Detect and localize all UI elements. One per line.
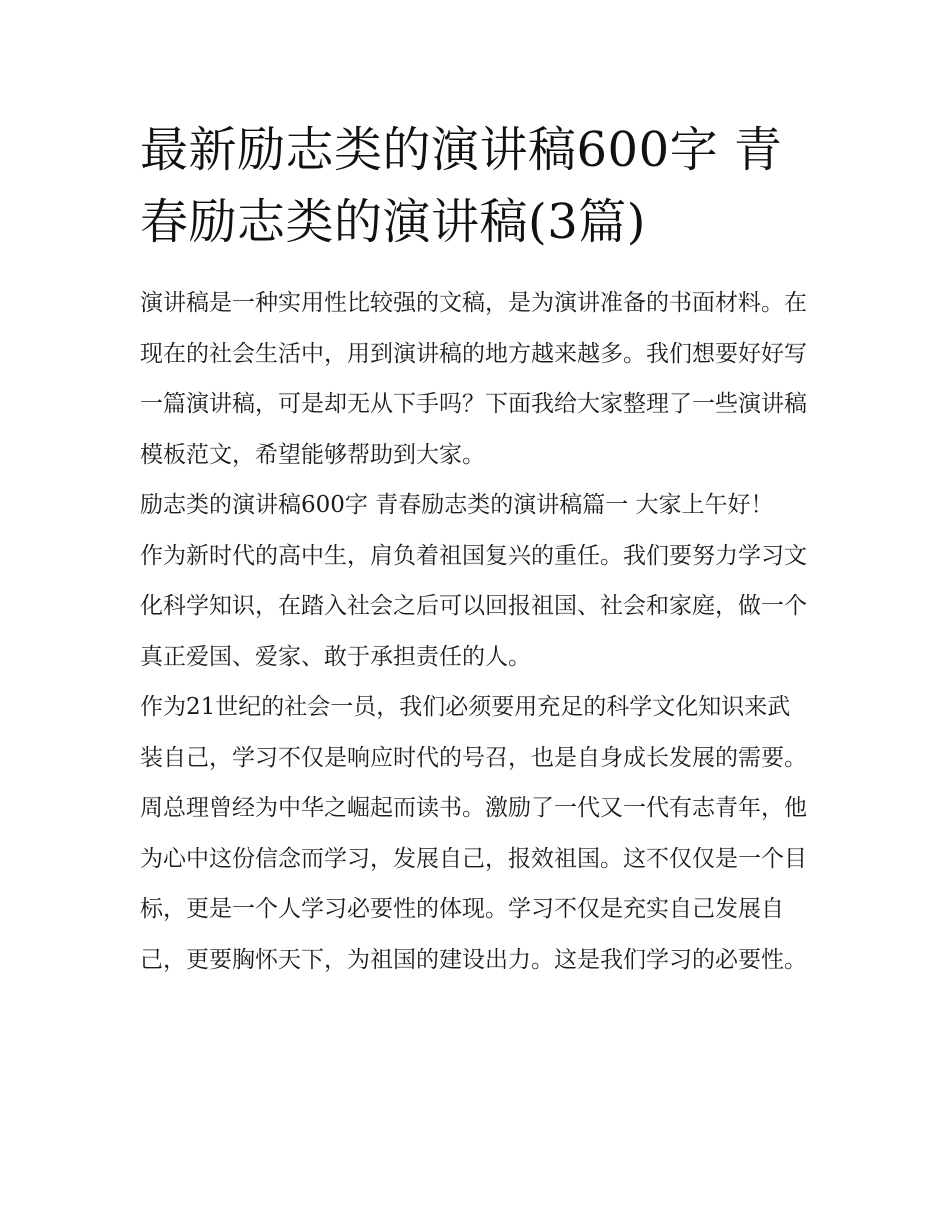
document-title: 最新励志类的演讲稿600字 青春励志类的演讲稿(3篇) [140, 122, 783, 250]
document-content [140, 114, 812, 985]
body-paragraph: 作为21世纪的社会一员，我们必须要用充足的科学文化知识来武装自己，学习不仅是响应时代的号召，也是自身成长发展的需要。周总理曾经为中华之崛起而读书。激励了一代又一代有志青年，他为心中这份信念而学习，发展自己，报效祖国。这不仅仅是一个目标，更是一个人学习必要性的体现。学习不仅是充实自己发展自己，更要胸怀天下，为祖国的建设出力。这是我们学习的必要性。 [140, 694, 807, 973]
intro-paragraph: 演讲稿是一种实用性比较强的文稿，是为演讲准备的书面材料。在现在的社会生活中，用到演讲稿的地方越来越多。我们想要好好写一篇演讲稿，可是却无从下手吗？下面我给大家整理了一些演讲稿模板范文，希望能够帮助到大家。 [140, 290, 807, 468]
section-heading-paragraph: 励志类的演讲稿600字 青春励志类的演讲稿篇一 大家上午好！ [140, 492, 774, 518]
body-paragraph: 作为新时代的高中生，肩负着祖国复兴的重任。我们要努力学习文化科学知识，在踏入社会之后可以回报祖国、社会和家庭，做一个真正爱国、爱家、敢于承担责任的人。 [140, 542, 807, 670]
